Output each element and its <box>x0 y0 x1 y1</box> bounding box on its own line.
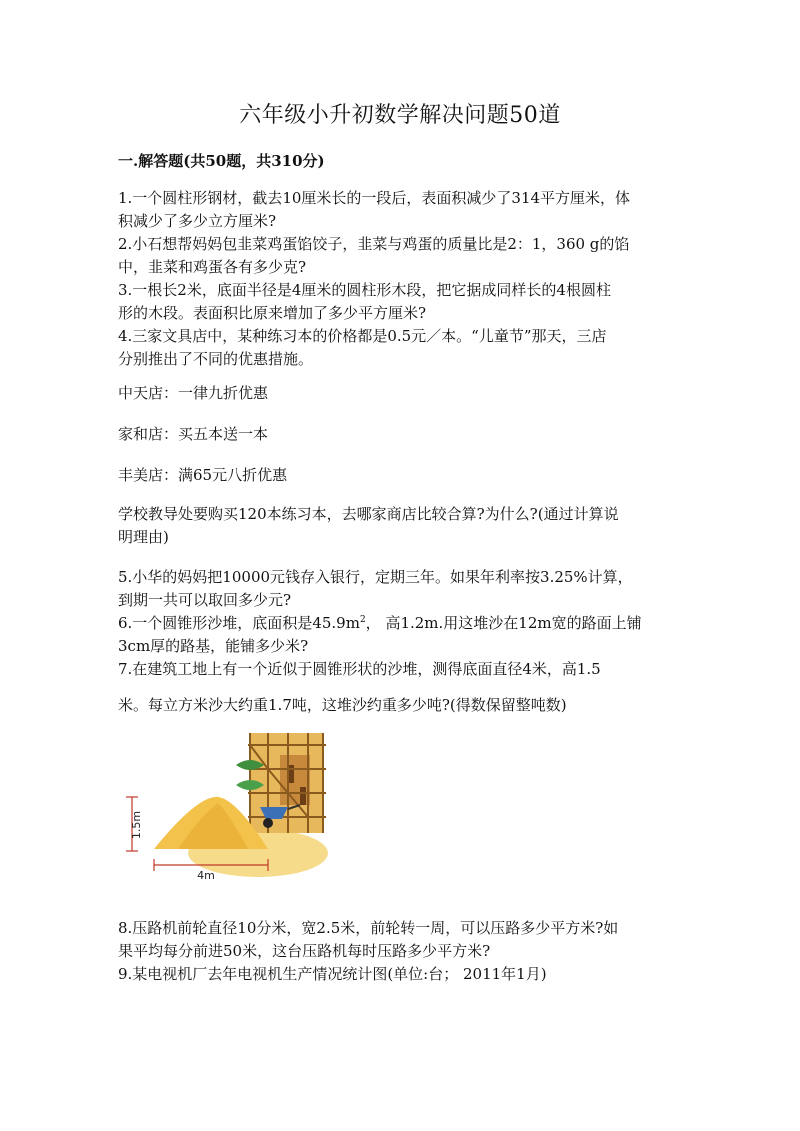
q9-line-1: 9.某电视机厂去年电视机生产情况统计图(单位:台； 2011年1月) <box>118 965 547 983</box>
q3-line-1: 3.一根长2米，底面半径是4厘米的圆柱形木段，把它据成同样长的4根圆柱 <box>118 281 611 299</box>
q4-line-1: 4.三家文具店中，某种练习本的价格都是0.5元／本。“儿童节”那天，三店 <box>118 327 607 345</box>
sand-pile-illustration <box>118 725 330 890</box>
q4-question-line-2: 明理由) <box>118 528 169 546</box>
sand-pile-figure <box>118 725 330 890</box>
q7-line-2: 米。每立方米沙大约重1.7吨，这堆沙约重多少吨?(得数保留整吨数) <box>118 696 567 714</box>
q6-line-1-head: 6.一个圆锥形沙堆，底面积是45.9m <box>118 614 360 632</box>
document-title: 六年级小升初数学解决问题50道 <box>239 103 561 128</box>
q5-line-2: 到期一共可以取回多少元? <box>118 591 292 609</box>
q4-question-line-1: 学校教导处要购买120本练习本，去哪家商店比较合算?为什么?(通过计算说 <box>118 505 619 523</box>
q2-line-1: 2.小石想帮妈妈包韭菜鸡蛋馅饺子，韭菜与鸡蛋的质量比是2：1，360 g的馅 <box>118 235 630 253</box>
q6-line-1 <box>118 612 642 633</box>
q2-line-2: 中，韭菜和鸡蛋各有多少克? <box>118 258 307 276</box>
q6-superscript: 2 <box>359 615 366 625</box>
q6-line-1-tail: ， 高1.2m.用这堆沙在12m宽的路面上铺 <box>365 614 642 632</box>
q7-line-1: 7.在建筑工地上有一个近似于圆锥形状的沙堆，测得底面直径4米，高1.5 <box>118 660 601 678</box>
height-label: 1.5m <box>130 810 143 840</box>
width-label: 4m <box>197 869 215 882</box>
q8-line-1: 8.压路机前轮直径10分米，宽2.5米，前轮转一周，可以压路多少平方米?如 <box>118 919 619 937</box>
q4-option-fengmei: 丰美店：满65元八折优惠 <box>118 466 288 484</box>
q5-line-1: 5.小华的妈妈把10000元钱存入银行，定期三年。如果年利率按3.25%计算， <box>118 568 633 586</box>
q8-line-2: 果平均每分前进50米，这台压路机每时压路多少平方米? <box>118 942 491 960</box>
q1-line-1: 1.一个圆柱形钢材，截去10厘米长的一段后，表面积减少了314平方厘米，体 <box>118 189 631 207</box>
q3-line-2: 形的木段。表面积比原来增加了多少平方厘米? <box>118 304 427 322</box>
section-heading: 一.解答题(共50题，共310分) <box>118 152 325 170</box>
q6-line-2: 3cm厚的路基，能铺多少米? <box>118 637 309 655</box>
q4-line-2: 分别推出了不同的优惠措施。 <box>118 350 314 368</box>
q1-line-2: 积减少了多少立方厘米? <box>118 212 277 230</box>
q4-option-jiahe: 家和店：买五本送一本 <box>118 425 269 443</box>
q4-option-zhongtian: 中天店：一律九折优惠 <box>118 384 269 402</box>
